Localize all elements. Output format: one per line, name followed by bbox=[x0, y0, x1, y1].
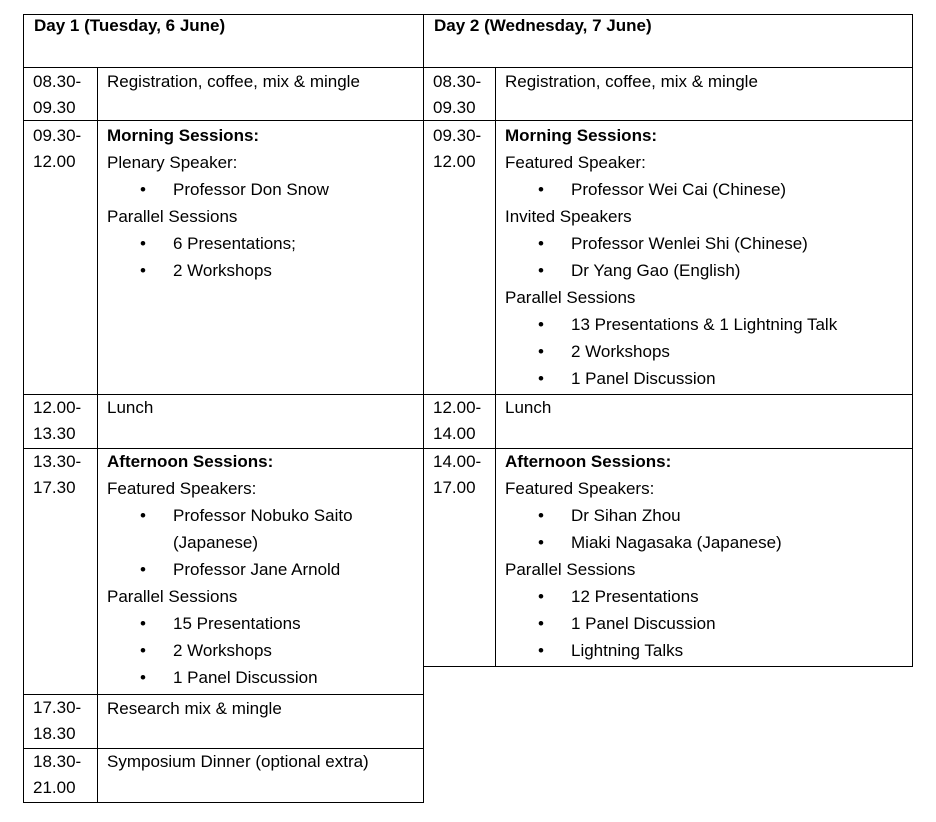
day-divider bbox=[423, 14, 424, 803]
session-cell bbox=[505, 122, 837, 392]
day2-border-bottom bbox=[423, 666, 913, 667]
bullet-item: • Lightning Talks bbox=[505, 637, 782, 664]
time-start: 13.30- bbox=[33, 452, 82, 471]
session-cell bbox=[107, 748, 369, 775]
session-line: Plenary Speaker: bbox=[107, 153, 238, 172]
time-cell bbox=[33, 69, 81, 121]
bullet-item: • 6 Presentations; bbox=[107, 230, 329, 257]
day1-header: Day 1 (Tuesday, 6 June) bbox=[34, 16, 226, 35]
time-start: 12.00- bbox=[433, 398, 482, 417]
session-line: Research mix & mingle bbox=[107, 699, 282, 718]
table-border-right bbox=[912, 14, 913, 667]
session-cell bbox=[107, 68, 360, 95]
time-start: 08.30- bbox=[433, 72, 482, 91]
session-heading: Morning Sessions: bbox=[505, 126, 658, 145]
row-divider bbox=[423, 394, 913, 395]
time-end: 17.00 bbox=[433, 478, 476, 497]
session-line: Lunch bbox=[505, 398, 552, 417]
session-line: Symposium Dinner (optional extra) bbox=[107, 752, 369, 771]
time-end: 18.30 bbox=[33, 724, 76, 743]
time-cell bbox=[33, 749, 81, 801]
time-cell bbox=[33, 695, 81, 747]
time-start: 08.30- bbox=[33, 72, 82, 91]
time-cell bbox=[33, 449, 81, 501]
table-border-left bbox=[23, 14, 24, 803]
time-cell bbox=[433, 395, 481, 447]
time-cell bbox=[433, 449, 481, 501]
session-cell bbox=[107, 122, 329, 284]
bullet-item: • Dr Sihan Zhou bbox=[505, 502, 782, 529]
session-heading: Morning Sessions: bbox=[107, 126, 260, 145]
session-cell bbox=[107, 448, 353, 691]
bullet-item: • 1 Panel Discussion bbox=[107, 664, 353, 691]
time-end: 09.30 bbox=[433, 98, 476, 117]
bullet-item: • Professor Jane Arnold bbox=[107, 556, 353, 583]
session-heading: Afternoon Sessions: bbox=[505, 452, 672, 471]
bullet-item-continuation: (Japanese) bbox=[173, 533, 259, 552]
bullet-item: • 2 Workshops bbox=[107, 637, 353, 664]
session-line: Lunch bbox=[107, 398, 154, 417]
bullet-item: • 1 Panel Discussion bbox=[505, 365, 837, 392]
time-start: 09.30- bbox=[433, 126, 482, 145]
bullet-item: • Professor Don Snow bbox=[107, 176, 329, 203]
bullet-item: • Professor Wenlei Shi (Chinese) bbox=[505, 230, 837, 257]
time-end: 12.00 bbox=[433, 152, 476, 171]
row-divider bbox=[23, 120, 423, 121]
day2-time-divider bbox=[495, 67, 496, 667]
bullet-item: • 12 Presentations bbox=[505, 583, 782, 610]
session-line: Parallel Sessions bbox=[107, 207, 238, 226]
day2-header: Day 2 (Wednesday, 7 June) bbox=[434, 16, 652, 35]
time-start: 18.30- bbox=[33, 752, 82, 771]
bullet-item: • Professor Nobuko Saito bbox=[107, 502, 353, 529]
time-cell bbox=[433, 123, 481, 175]
row-divider bbox=[23, 394, 423, 395]
session-line: Featured Speakers: bbox=[505, 479, 655, 498]
time-end: 17.30 bbox=[33, 478, 76, 497]
session-heading: Afternoon Sessions: bbox=[107, 452, 274, 471]
session-line: Parallel Sessions bbox=[505, 288, 636, 307]
bullet-item: • 2 Workshops bbox=[505, 338, 837, 365]
session-line: Featured Speakers: bbox=[107, 479, 257, 498]
bullet-item: • 13 Presentations & 1 Lightning Talk bbox=[505, 311, 837, 338]
bullet-item: • Dr Yang Gao (English) bbox=[505, 257, 837, 284]
time-cell bbox=[33, 395, 81, 447]
session-cell bbox=[505, 448, 782, 664]
session-line: Parallel Sessions bbox=[505, 560, 636, 579]
bullet-item: • Professor Wei Cai (Chinese) bbox=[505, 176, 837, 203]
table-border-top bbox=[23, 14, 913, 15]
session-line: Featured Speaker: bbox=[505, 153, 646, 172]
bullet-item: • 1 Panel Discussion bbox=[505, 610, 782, 637]
session-line: Invited Speakers bbox=[505, 207, 632, 226]
day1-time-divider bbox=[97, 67, 98, 803]
bullet-item: • Miaki Nagasaka (Japanese) bbox=[505, 529, 782, 556]
bullet-item: • 15 Presentations bbox=[107, 610, 353, 637]
time-start: 12.00- bbox=[33, 398, 82, 417]
session-line: Parallel Sessions bbox=[107, 587, 238, 606]
time-cell bbox=[33, 123, 81, 175]
session-cell bbox=[107, 394, 153, 421]
time-end: 21.00 bbox=[33, 778, 76, 797]
session-line: Registration, coffee, mix & mingle bbox=[107, 72, 360, 91]
time-cell bbox=[433, 69, 481, 121]
session-cell bbox=[505, 68, 758, 95]
table-border-bottom bbox=[23, 802, 423, 803]
time-end: 14.00 bbox=[433, 424, 476, 443]
session-line: Registration, coffee, mix & mingle bbox=[505, 72, 758, 91]
time-end: 12.00 bbox=[33, 152, 76, 171]
session-cell bbox=[505, 394, 551, 421]
row-divider bbox=[423, 120, 913, 121]
time-start: 09.30- bbox=[33, 126, 82, 145]
time-start: 17.30- bbox=[33, 698, 82, 717]
bullet-item: • 2 Workshops bbox=[107, 257, 329, 284]
session-cell bbox=[107, 695, 282, 722]
time-end: 09.30 bbox=[33, 98, 76, 117]
time-start: 14.00- bbox=[433, 452, 482, 471]
time-end: 13.30 bbox=[33, 424, 76, 443]
